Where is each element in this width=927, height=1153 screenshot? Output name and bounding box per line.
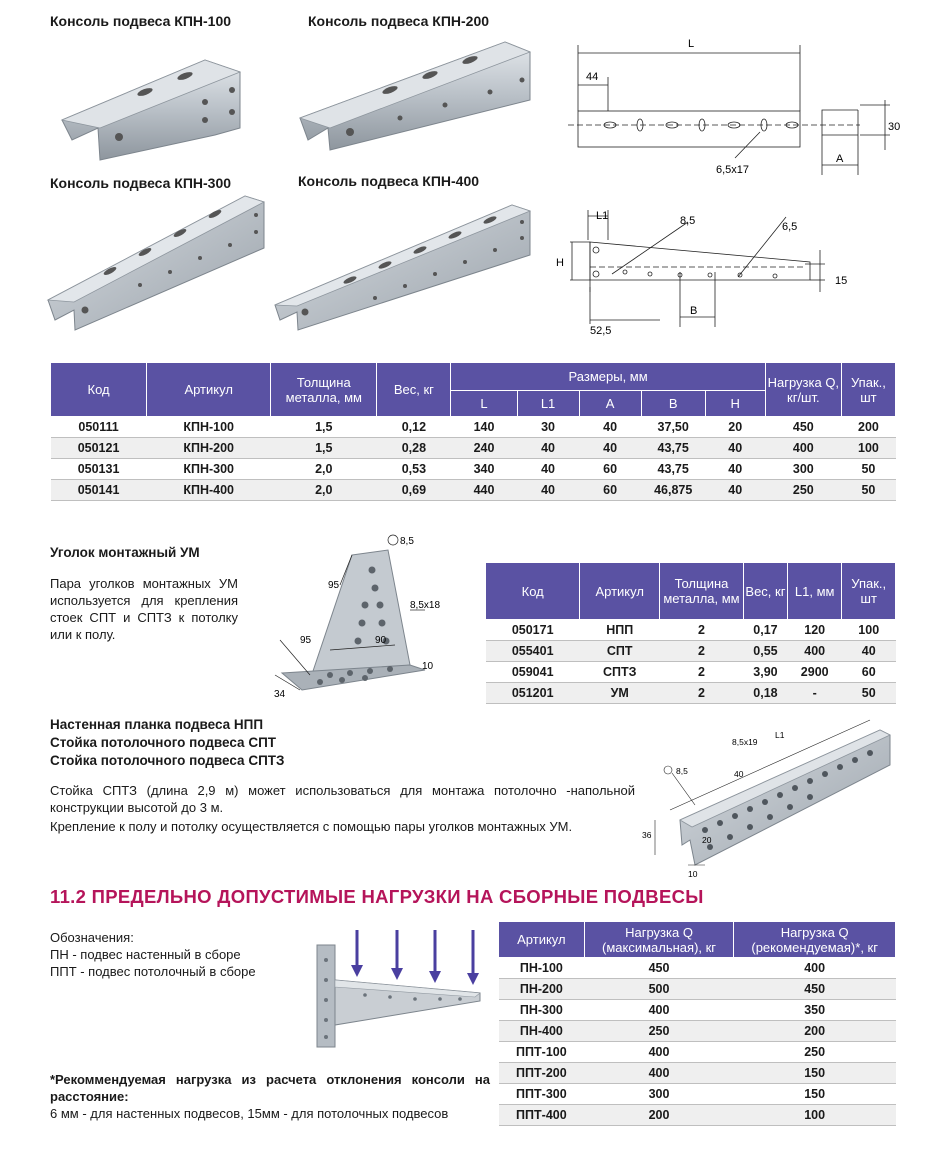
stand-d36: 36	[642, 830, 652, 840]
cell-code: 051201	[486, 683, 580, 704]
cell-rec: 250	[734, 1042, 896, 1063]
mounts-paragraph-1: Стойка СПТЗ (длина 2,9 м) может использоваться для монтажа потолочно -напольной конструкции высотой до 3 м.	[50, 783, 635, 815]
dim-L: L	[688, 38, 695, 50]
table-row	[51, 438, 896, 459]
cell-H: 40	[705, 438, 765, 459]
cell-article: КПН-100	[147, 417, 271, 438]
dim-90: 90	[375, 635, 387, 646]
dim-H: H	[556, 257, 564, 269]
kpn200-photo	[300, 42, 530, 150]
cell-weight: 0,53	[377, 459, 451, 480]
cell-article: ПН-400	[499, 1021, 585, 1042]
cell-rec: 400	[734, 958, 896, 979]
cell-thickness: 1,5	[271, 438, 377, 459]
table-row	[499, 1063, 896, 1084]
cell-article: КПН-300	[147, 459, 271, 480]
cell-pack: 200	[841, 417, 895, 438]
dim-10: 10	[422, 661, 434, 672]
cell-H: 40	[705, 459, 765, 480]
table-loads	[498, 921, 896, 1126]
cell-weight: 0,69	[377, 480, 451, 501]
cell-load: 300	[765, 459, 841, 480]
th-code: Код	[486, 563, 580, 620]
cell-B: 46,875	[641, 480, 705, 501]
cell-H: 40	[705, 480, 765, 501]
title-kpn200: Консоль подвеса КПН-200	[308, 13, 490, 29]
cell-A: 40	[579, 438, 641, 459]
cell-thickness: 2	[660, 641, 744, 662]
load-note	[50, 1071, 490, 1122]
cell-article: ППТ-400	[499, 1105, 585, 1126]
title-kpn400: Консоль подвеса КПН-400	[298, 173, 480, 189]
cell-rec: 350	[734, 1000, 896, 1021]
cell-article: КПН-400	[147, 480, 271, 501]
table-row	[51, 480, 896, 501]
cell-code: 050111	[51, 417, 147, 438]
table-row	[499, 1000, 896, 1021]
th-B: B	[641, 391, 705, 417]
stand-image	[640, 705, 900, 885]
cell-max: 250	[584, 1021, 734, 1042]
th-thickness: Толщина металла, мм	[660, 563, 744, 620]
cell-article: ПН-300	[499, 1000, 585, 1021]
th-H: H	[705, 391, 765, 417]
dim-slot: 6,5x17	[716, 164, 750, 176]
mount-title-spt3: Стойка потолочного подвеса СПТЗ	[50, 753, 285, 768]
cell-A: 40	[579, 417, 641, 438]
table-row	[499, 1084, 896, 1105]
th-thickness: Толщина металла, мм	[271, 363, 377, 417]
table-row	[51, 417, 896, 438]
cell-code: 050121	[51, 438, 147, 459]
table-row	[51, 459, 896, 480]
cell-L: 340	[451, 459, 517, 480]
cell-load: 400	[765, 438, 841, 459]
cell-weight: 0,55	[743, 641, 787, 662]
cell-article: СПТ	[580, 641, 660, 662]
dim-95a: 95	[328, 580, 340, 591]
cell-pack: 50	[842, 683, 896, 704]
cell-pack: 100	[842, 620, 896, 641]
cell-pack: 40	[842, 641, 896, 662]
cell-article: ППТ-300	[499, 1084, 585, 1105]
kpn400-photo	[275, 205, 530, 330]
cell-L: 240	[451, 438, 517, 459]
cell-pack: 50	[841, 459, 895, 480]
table-row	[499, 979, 896, 1000]
cell-code: 050131	[51, 459, 147, 480]
cell-load: 450	[765, 417, 841, 438]
th-L: L	[451, 391, 517, 417]
cell-article: СПТЗ	[580, 662, 660, 683]
cell-A: 60	[579, 459, 641, 480]
table-row	[486, 662, 896, 683]
cell-thickness: 2	[660, 620, 744, 641]
legend-title: Обозначения:	[50, 930, 134, 945]
th-L1: L1	[517, 391, 579, 417]
cell-article: КПН-200	[147, 438, 271, 459]
th-weight: Вес, кг	[377, 363, 451, 417]
title-kpn300: Консоль подвеса КПН-300	[50, 175, 232, 191]
dim-95b: 95	[300, 635, 312, 646]
dim-15: 15	[835, 275, 848, 287]
note-text: 6 мм - для настенных подвесов, 15мм - для потолочных подвесов	[50, 1106, 449, 1121]
th-article: Артикул	[499, 922, 585, 958]
note-bold: *Рекоммендуемая нагрузка из расчета отклонения консоли на расстояние:	[50, 1072, 490, 1104]
th-rec: Нагрузка Q (рекомендуемая)*, кг	[734, 922, 896, 958]
cell-pack: 50	[841, 480, 895, 501]
dim-d65: 6,5	[782, 221, 798, 233]
angle-title: Уголок монтажный УМ	[50, 545, 200, 560]
cell-rec: 200	[734, 1021, 896, 1042]
th-L1: L1, мм	[787, 563, 842, 620]
table-row	[499, 1021, 896, 1042]
cell-L1: 400	[787, 641, 842, 662]
dim-slot: 8,5x18	[410, 600, 441, 611]
table-mounts	[485, 562, 896, 704]
cell-L1: 120	[787, 620, 842, 641]
cell-L1: 40	[517, 438, 579, 459]
th-article: Артикул	[580, 563, 660, 620]
th-article: Артикул	[147, 363, 271, 417]
table-row	[486, 641, 896, 662]
mount-title-spt: Стойка потолочного подвеса СПТ	[50, 735, 277, 750]
load-diagram	[305, 925, 490, 1055]
kpn100-photo	[62, 60, 240, 160]
dim-34: 34	[274, 689, 286, 700]
mount-title-npp: Настенная планка подвеса НПП	[50, 717, 264, 732]
drawing-side-view	[550, 192, 920, 340]
mounts-titles	[50, 716, 284, 770]
cell-pack: 100	[841, 438, 895, 459]
th-code: Код	[51, 363, 147, 417]
table-row	[486, 683, 896, 704]
cell-L1: 40	[517, 459, 579, 480]
dim-85: 8,5	[400, 536, 414, 547]
legend-ppt: ППТ - подвес потолочный в сборе	[50, 964, 256, 979]
cell-rec: 150	[734, 1063, 896, 1084]
cell-B: 43,75	[641, 459, 705, 480]
th-max: Нагрузка Q (максимальная), кг	[584, 922, 734, 958]
cell-max: 400	[584, 1063, 734, 1084]
stand-slot: 8,5x19	[732, 737, 758, 747]
stand-L1: L1	[775, 730, 785, 740]
cell-thickness: 2	[660, 683, 744, 704]
dim-L1: L1	[596, 210, 609, 222]
th-load: Нагрузка Q, кг/шт.	[765, 363, 841, 417]
cell-A: 60	[579, 480, 641, 501]
cell-weight: 0,17	[743, 620, 787, 641]
cell-rec: 150	[734, 1084, 896, 1105]
cell-rec: 100	[734, 1105, 896, 1126]
cell-L1: 30	[517, 417, 579, 438]
angle-bracket-image	[270, 525, 460, 705]
dim-d85: 8,5	[680, 215, 696, 227]
cell-max: 300	[584, 1084, 734, 1105]
console-photos	[0, 0, 560, 345]
th-pack: Упак., шт	[841, 363, 895, 417]
cell-code: 059041	[486, 662, 580, 683]
legend-pn: ПН - подвес настенный в сборе	[50, 947, 241, 962]
drawing-top-view	[560, 25, 920, 185]
cell-weight: 0,12	[377, 417, 451, 438]
cell-H: 20	[705, 417, 765, 438]
cell-max: 450	[584, 958, 734, 979]
table-consoles	[50, 362, 896, 501]
cell-thickness: 2,0	[271, 459, 377, 480]
cell-article: ПН-200	[499, 979, 585, 1000]
table-row	[499, 1042, 896, 1063]
legend	[50, 929, 256, 980]
stand-d40: 40	[734, 769, 744, 779]
dim-B: B	[690, 305, 698, 317]
cell-rec: 450	[734, 979, 896, 1000]
th-pack: Упак., шт	[842, 563, 896, 620]
angle-text: Пара уголков монтажных УМ используется для крепления стоек СПТ и СПТЗ к потолку или к полу.	[50, 576, 238, 642]
cell-article: ППТ-200	[499, 1063, 585, 1084]
cell-max: 200	[584, 1105, 734, 1126]
cell-weight: 0,28	[377, 438, 451, 459]
th-weight: Вес, кг	[743, 563, 787, 620]
cell-pack: 60	[842, 662, 896, 683]
table-row	[486, 620, 896, 641]
cell-code: 050171	[486, 620, 580, 641]
cell-L1: -	[787, 683, 842, 704]
cell-article: НПП	[580, 620, 660, 641]
cell-weight: 0,18	[743, 683, 787, 704]
th-dims: Размеры, мм	[451, 363, 765, 391]
cell-code: 055401	[486, 641, 580, 662]
section-title: 11.2 ПРЕДЕЛЬНО ДОПУСТИМЫЕ НАГРУЗКИ НА СБОРНЫЕ ПОДВЕСЫ	[50, 886, 704, 907]
cell-article: ППТ-100	[499, 1042, 585, 1063]
cell-thickness: 2	[660, 662, 744, 683]
dim-30: 30	[888, 121, 901, 133]
cell-thickness: 2,0	[271, 480, 377, 501]
table-row	[499, 1105, 896, 1126]
cell-code: 050141	[51, 480, 147, 501]
cell-B: 37,50	[641, 417, 705, 438]
cell-max: 400	[584, 1000, 734, 1021]
cell-article: ПН-100	[499, 958, 585, 979]
cell-max: 400	[584, 1042, 734, 1063]
dim-525: 52,5	[590, 325, 612, 337]
cell-L: 140	[451, 417, 517, 438]
dim-44: 44	[586, 71, 599, 83]
title-kpn100: Консоль подвеса КПН-100	[50, 13, 232, 29]
cell-weight: 3,90	[743, 662, 787, 683]
mounts-paragraph-2: Крепление к полу и потолку осуществляется с помощью пары уголков монтажных УМ.	[50, 819, 573, 834]
table-row	[499, 958, 896, 979]
stand-d85: 8,5	[676, 766, 688, 776]
cell-L1: 40	[517, 480, 579, 501]
cell-article: УМ	[580, 683, 660, 704]
cell-L1: 2900	[787, 662, 842, 683]
stand-d20: 20	[702, 835, 712, 845]
cell-load: 250	[765, 480, 841, 501]
stand-d10: 10	[688, 869, 698, 879]
cell-thickness: 1,5	[271, 417, 377, 438]
cell-B: 43,75	[641, 438, 705, 459]
cell-max: 500	[584, 979, 734, 1000]
cell-L: 440	[451, 480, 517, 501]
dim-A: A	[836, 153, 844, 165]
th-A: A	[579, 391, 641, 417]
kpn300-photo	[48, 196, 264, 330]
